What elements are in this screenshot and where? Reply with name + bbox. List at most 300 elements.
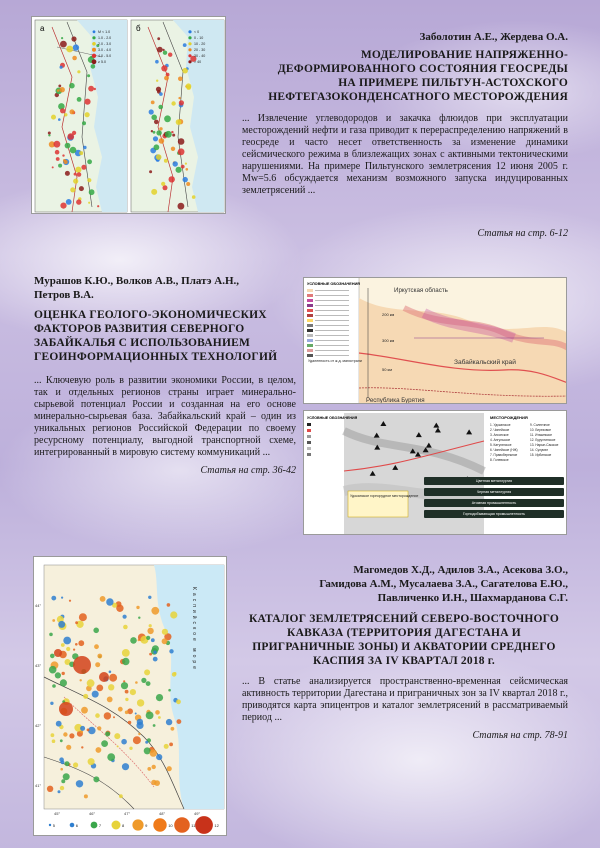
legend-a-2: 2.0 - 3.0 xyxy=(98,42,112,46)
quake-epicenter xyxy=(79,613,87,621)
article1-authors: Заболотин А.Е., Жердева О.А. xyxy=(419,31,568,43)
lat-44: 44° xyxy=(35,603,42,608)
quake-epicenter-large xyxy=(99,672,109,682)
epicenter-dot xyxy=(72,56,77,61)
epicenter-dot xyxy=(154,144,160,150)
epicenter-dot xyxy=(183,43,187,47)
legend-swatch xyxy=(307,294,313,297)
quake-epicenter xyxy=(172,672,177,677)
lon-47: 47° xyxy=(124,811,131,816)
epicenter-dot xyxy=(91,64,96,69)
side-label: Удаленность от ж.д. магистрали xyxy=(308,359,362,363)
legend-swatch xyxy=(307,344,313,347)
button-mining[interactable]: Горнодобывающая промышленность xyxy=(424,510,564,518)
region-zabaikalsky: Забайкальский край xyxy=(454,359,516,366)
epicenter-dot xyxy=(171,131,173,133)
epicenter-dot xyxy=(149,109,154,114)
article1-title-line-1: МОДЕЛИРОВАНИЕ НАПРЯЖЕННО- xyxy=(360,49,568,61)
quake-epicenter xyxy=(167,603,171,607)
quake-epicenter xyxy=(122,658,129,665)
epicenter-dot xyxy=(192,195,196,199)
quake-epicenter xyxy=(109,674,117,682)
lon-48: 48° xyxy=(159,811,166,816)
quake-epicenter xyxy=(153,651,156,654)
epicenter-dot xyxy=(55,150,60,155)
legend-swatch xyxy=(307,319,313,322)
quake-epicenter xyxy=(122,649,130,657)
epicenter-dot xyxy=(88,86,94,92)
epicenter-dot xyxy=(87,159,92,164)
figure-zabaikalye-map xyxy=(303,277,567,404)
quake-epicenter xyxy=(155,710,160,715)
quake-epicenter xyxy=(107,753,115,761)
legend-b-4: 30 - 40 xyxy=(194,54,206,58)
piltun-maps-svg xyxy=(32,17,226,214)
quake-epicenter xyxy=(147,767,151,771)
legend-b-3: 20 - 30 xyxy=(194,48,206,52)
quake-epicenter xyxy=(93,776,99,782)
quake-legend-marker xyxy=(132,819,143,830)
epicenter-dot xyxy=(156,154,162,160)
figure-piltun-maps xyxy=(31,16,226,214)
quake-epicenter xyxy=(108,684,114,690)
quake-epicenter xyxy=(69,600,71,602)
quake-epicenter xyxy=(152,765,156,769)
quake-legend-marker xyxy=(70,823,75,828)
quake-legend-label: 7 xyxy=(98,823,102,828)
epicenter-dot xyxy=(74,173,77,176)
article2-title-line-4: ГЕОИНФОРМАЦИОННЫХ ТЕХНОЛОГИЙ xyxy=(34,351,278,363)
legend-a-1: 1.0 - 2.0 xyxy=(98,36,112,40)
quake-legend-label: 8 xyxy=(122,823,125,828)
quake-epicenter xyxy=(158,716,161,719)
quake-epicenter xyxy=(60,739,63,742)
epicenter-dot xyxy=(65,171,70,176)
zab-legend-title: УСЛОВНЫЕ ОБОЗНАЧЕНИЯ xyxy=(307,282,361,286)
legend-swatch xyxy=(307,334,313,337)
dagestan-map-svg xyxy=(34,557,227,836)
legend-line xyxy=(315,325,349,326)
article3-title-line-4: КАСПИЯ ЗА IV КВАРТАЛ 2018 г. xyxy=(312,655,496,667)
quake-epicenter xyxy=(104,712,111,719)
article3-title-line-3: ПРИГРАНИЧНЫЕ ЗОНЫ) И АКВАТОРИИ СРЕДНЕГО xyxy=(252,641,556,653)
epicenter-dot xyxy=(149,170,152,173)
epicenter-dot xyxy=(56,157,60,161)
epicenter-dot xyxy=(60,87,65,92)
article3-authors-line-1: Магомедов Х.Д., Адилов З.А., Асекова З.О., xyxy=(353,564,568,576)
article3-title-line-1: КАТАЛОГ ЗЕМЛЕТРЯСЕНИЙ СЕВЕРО-ВОСТОЧНОГО xyxy=(248,613,560,625)
epicenter-dot xyxy=(178,77,183,82)
article1-title[interactable] xyxy=(236,48,568,104)
epicenter-dot xyxy=(153,136,158,141)
quake-epicenter xyxy=(168,689,171,692)
quake-epicenter xyxy=(169,649,173,653)
epicenter-dot xyxy=(186,182,190,186)
epicenter-dot xyxy=(57,89,60,92)
quake-epicenter xyxy=(92,691,99,698)
legend-line xyxy=(315,300,349,301)
deposit-list-item: 7. Правобережное xyxy=(490,453,518,457)
button-ferrous[interactable]: Черная металлургия xyxy=(424,488,564,496)
quake-epicenter xyxy=(107,697,113,703)
epicenter-dot xyxy=(179,100,184,105)
quake-epicenter xyxy=(96,685,103,692)
deposit-list-item: 9. Солнечное xyxy=(530,423,550,427)
legend-line xyxy=(315,295,349,296)
lat-43: 43° xyxy=(35,663,42,668)
quake-epicenter xyxy=(125,711,129,715)
quake-epicenter xyxy=(162,629,168,635)
lat-41: 41° xyxy=(35,783,42,788)
quake-epicenter xyxy=(171,727,175,731)
epicenter-dot xyxy=(65,143,71,149)
epicenter-dot xyxy=(176,119,182,125)
quake-epicenter xyxy=(50,654,55,659)
quake-epicenter-large xyxy=(73,656,91,674)
quake-epicenter xyxy=(50,702,53,705)
quake-epicenter xyxy=(47,786,53,792)
epicenter-dot xyxy=(61,37,63,39)
quake-epicenter xyxy=(100,596,106,602)
quake-epicenter xyxy=(81,707,88,714)
quake-epicenter xyxy=(138,617,140,619)
epicenter-dot xyxy=(186,168,189,171)
quake-epicenter xyxy=(154,780,160,786)
quake-epicenter xyxy=(122,763,129,770)
epicenter-dot xyxy=(77,70,80,73)
epicenter-dot xyxy=(186,83,192,89)
legend-line xyxy=(315,330,349,331)
quake-legend-marker xyxy=(195,816,213,834)
quake-epicenter xyxy=(94,644,99,649)
legend-a-5: ≥ 5.0 xyxy=(98,60,106,64)
legend-swatch xyxy=(307,289,313,292)
epicenter-dot xyxy=(155,60,159,64)
quake-epicenter xyxy=(87,679,95,687)
quake-epicenter xyxy=(49,633,53,637)
quake-epicenter xyxy=(176,699,181,704)
deposit-list-item: 2. Чинейское xyxy=(490,428,510,432)
legend-swatch xyxy=(307,324,313,327)
quake-epicenter xyxy=(80,679,82,681)
article1-page-link[interactable]: Статья на стр. 6-12 xyxy=(477,228,568,239)
quake-epicenter xyxy=(69,733,74,738)
epicenter-dot xyxy=(52,166,54,168)
quake-legend-marker xyxy=(91,822,98,829)
legend-a-3: 3.0 - 4.0 xyxy=(98,48,112,52)
epicenter-dot xyxy=(81,165,86,170)
epicenter-dot xyxy=(171,101,175,105)
legend-b-5: > 40 xyxy=(194,60,202,64)
epicenter-dot xyxy=(178,138,185,145)
quake-epicenter xyxy=(170,611,177,618)
deposit-list-item: 8. Голевское xyxy=(490,458,509,462)
quake-epicenter xyxy=(75,643,78,646)
quake-epicenter xyxy=(63,773,70,780)
deposit-list-item: 5. Катугинское xyxy=(490,443,512,447)
article2-title-line-2: ФАКТОРОВ РАЗВИТИЯ СЕВЕРНОГО xyxy=(34,323,245,335)
epicenter-dot xyxy=(68,133,75,140)
quake-epicenter xyxy=(138,733,140,735)
article1-title-line-2: ДЕФОРМИРОВАННОГО СОСТОЯНИЯ ГЕОСРЕДЫ xyxy=(277,63,568,75)
article2-authors-line-1: Мурашов К.Ю., Волков А.В., Платэ А.Н., xyxy=(34,275,240,287)
epicenter-dot xyxy=(84,99,90,105)
legend-a-4: 4.0 - 5.0 xyxy=(98,54,112,58)
dist-300: 300 км xyxy=(382,338,395,343)
quake-epicenter xyxy=(101,740,108,747)
dep-legend-title: УСЛОВНЫЕ ОБОЗНАЧЕНИЯ xyxy=(307,416,358,420)
epicenter-dot xyxy=(70,109,75,114)
epicenter-dot xyxy=(159,138,165,144)
epicenter-dot xyxy=(89,189,95,195)
quake-epicenter xyxy=(114,733,120,739)
quake-epicenter xyxy=(117,745,119,747)
article2-page-link[interactable]: Статья на стр. 36-42 xyxy=(200,465,296,476)
quake-epicenter xyxy=(123,615,127,619)
epicenter-dot xyxy=(77,97,82,102)
epicenter-dot xyxy=(178,97,180,99)
quake-epicenter xyxy=(135,681,138,684)
quake-epicenter xyxy=(149,653,152,656)
quake-epicenter xyxy=(151,607,159,615)
figure-deposits-map xyxy=(303,410,567,535)
epicenter-dot xyxy=(159,127,162,130)
lon-45: 45° xyxy=(54,811,61,816)
quake-epicenter xyxy=(61,597,63,599)
article3-title[interactable] xyxy=(238,612,570,668)
epicenter-dot xyxy=(69,83,75,89)
quake-epicenter xyxy=(61,779,65,783)
quake-epicenter xyxy=(130,689,136,695)
epicenter-dot xyxy=(163,51,167,55)
epicenter-dot xyxy=(163,185,168,190)
epicenter-dot xyxy=(178,203,185,210)
epicenter-dot xyxy=(66,46,73,53)
quake-epicenter-large xyxy=(59,702,73,716)
deposit-list-item: 3. Апсатское xyxy=(490,433,509,437)
quake-epicenter xyxy=(51,733,55,737)
quake-legend-label: 10 xyxy=(168,823,173,828)
epicenter-dot xyxy=(79,186,84,191)
epicenter-dot xyxy=(164,115,171,122)
quake-legend-label: 11 xyxy=(191,823,196,828)
legend-b-1: 0 - 10 xyxy=(194,36,204,40)
quake-epicenter xyxy=(133,736,141,744)
epicenter-dot xyxy=(58,85,61,88)
region-buryatia: Республика Бурятия xyxy=(366,397,425,404)
quake-epicenter xyxy=(125,698,128,701)
quake-epicenter xyxy=(62,672,65,675)
epicenter-dot xyxy=(163,49,165,51)
quake-epicenter xyxy=(66,745,71,750)
epicenter-dot xyxy=(64,113,67,116)
quake-epicenter xyxy=(149,624,152,627)
quake-epicenter xyxy=(105,732,110,737)
epicenter-dot xyxy=(153,131,156,134)
epicenter-dot xyxy=(161,182,165,186)
lon-49: 49° xyxy=(194,811,201,816)
quake-epicenter xyxy=(52,684,56,688)
epicenter-dot xyxy=(64,160,68,164)
quake-legend-marker xyxy=(112,821,121,830)
quake-epicenter xyxy=(95,713,100,718)
epicenter-dot xyxy=(73,44,79,50)
quake-epicenter xyxy=(128,721,132,725)
quake-epicenter xyxy=(63,637,71,645)
legend-swatch xyxy=(307,309,313,312)
epicenter-dot xyxy=(70,187,75,192)
epicenter-dot xyxy=(168,53,172,57)
epicenter-dot xyxy=(182,68,188,74)
figure-dagestan-epicenters xyxy=(33,556,227,836)
quake-epicenter xyxy=(73,762,78,767)
epicenter-dot xyxy=(172,134,175,137)
deposit-list-item: 12. Бурухтинское xyxy=(530,438,556,442)
quake-epicenter xyxy=(153,657,158,662)
epicenter-dot xyxy=(73,179,78,184)
epicenter-dot xyxy=(82,121,86,125)
button-nonferrous[interactable]: Цветная металлургия xyxy=(424,477,564,485)
quake-epicenter xyxy=(129,747,132,750)
quake-epicenter xyxy=(177,719,182,724)
epicenter-dot xyxy=(60,41,67,48)
article3-page-link[interactable]: Статья на стр. 78-91 xyxy=(472,730,568,741)
dep-note: Удоканское горнорудное месторождение xyxy=(350,494,419,498)
article2-title-line-3: ЗАБАЙКАЛЬЯ С ИСПОЛЬЗОВАНИЕМ xyxy=(34,337,251,349)
legend-line xyxy=(315,340,349,341)
epicenter-dot xyxy=(60,203,66,209)
legend-swatch xyxy=(307,329,313,332)
epicenter-dot xyxy=(159,92,163,96)
epicenter-dot xyxy=(76,199,81,204)
quake-epicenter xyxy=(116,605,123,612)
epicenter-dot xyxy=(169,176,175,182)
epicenter-dot xyxy=(62,154,64,156)
quake-epicenter xyxy=(58,621,65,628)
quake-epicenter xyxy=(144,669,150,675)
quake-legend-label: 6 xyxy=(75,823,79,828)
quake-epicenter xyxy=(81,746,83,748)
quake-legend-label: 9 xyxy=(145,823,148,828)
quake-epicenter xyxy=(125,690,129,694)
quake-epicenter xyxy=(135,713,137,715)
article3-abstract: ... В статье анализируется пространственно-временная сейсмическая активность территории Дагестана и приграничных зон за IV квартал 2018 г., приводятся карта эпицентров и каталог землетрясений в рассматриваемый период ... xyxy=(242,676,568,723)
dist-50: 50 км xyxy=(382,367,393,372)
legend-swatch xyxy=(307,299,313,302)
quake-epicenter xyxy=(84,794,88,798)
epicenter-dot xyxy=(88,202,90,204)
quake-epicenter xyxy=(87,729,90,732)
epicenter-dot xyxy=(66,199,72,205)
quake-epicenter xyxy=(60,768,63,771)
legend-swatch xyxy=(307,354,313,357)
epicenter-dot xyxy=(151,189,157,195)
legend-line xyxy=(315,320,349,321)
quake-legend-label: 5 xyxy=(52,823,55,828)
quake-epicenter xyxy=(145,741,148,744)
epicenter-dot xyxy=(75,167,81,173)
quake-epicenter xyxy=(146,681,151,686)
deposit-list-item: 4. Ангульское xyxy=(490,438,511,442)
quake-epicenter xyxy=(167,766,172,771)
quake-epicenter xyxy=(88,758,95,765)
quake-epicenter xyxy=(52,619,55,622)
quake-epicenter xyxy=(76,780,83,787)
epicenter-dot xyxy=(87,178,91,182)
deposit-list-item: 6. Чинейское (НЖ) xyxy=(490,448,518,452)
quake-epicenter xyxy=(164,744,169,749)
legend-line xyxy=(315,315,349,316)
quake-epicenter xyxy=(156,754,162,760)
legend-swatch xyxy=(307,339,313,342)
quake-epicenter xyxy=(151,638,155,642)
region-irkutsk: Иркутская область xyxy=(394,287,448,294)
quake-epicenter xyxy=(61,643,65,647)
article1-title-line-4: НЕФТЕГАЗОКОНДЕНСАТНОГО МЕСТОРОЖДЕНИЯ xyxy=(268,91,568,103)
quake-legend-marker xyxy=(174,817,190,833)
quake-epicenter xyxy=(150,749,157,756)
legend-line xyxy=(315,335,349,336)
quake-epicenter xyxy=(106,598,113,605)
quake-legend-marker xyxy=(153,818,166,831)
epicenter-dot xyxy=(157,37,160,40)
quake-epicenter xyxy=(136,606,139,609)
quake-epicenter xyxy=(130,637,137,644)
epicenter-dot xyxy=(79,151,83,155)
legend-swatch xyxy=(307,349,313,352)
quake-epicenter xyxy=(141,678,146,683)
deposit-list-item: 13. Нарын-Сакское xyxy=(530,443,559,447)
article2-abstract: ... Ключевую роль в развитии экономики России, в целом, так и отдельных регионов страны играет минерально-сырьевой потенциал России и созданная на его основе минерально-сырьевая база. Забайкальский край – один из уникальных регионов Российской Федерации по своему ресурсному потенциалу, выгодной транспортной схеме, интегрированный в мировую систему коммуникаций ... xyxy=(34,375,296,458)
legend-swatch xyxy=(307,304,313,307)
article2-title-line-1: ОЦЕНКА ГЕОЛОГО-ЭКОНОМИЧЕСКИХ xyxy=(34,309,267,321)
article1-abstract: ... Извлечение углеводородов и закачка флюидов при эксплуатации месторождений нефти и газа приводит к перераспределению напряжений в геосреде и часто несет ответственность за изменение динамики сейсмического режима в близлежащих зонах с активными тектоническими нарушениями. На примере Пильтунского землетрясения 12 июня 2005 г. Mw=5.6 обсуждается механизм возможного запуска индуцированных землетрясений ... xyxy=(242,113,568,196)
quake-epicenter xyxy=(166,719,172,725)
legend-b-0: < 0 xyxy=(194,30,200,34)
quake-epicenter xyxy=(137,719,143,725)
quake-epicenter xyxy=(118,707,123,712)
dist-200: 200 км xyxy=(382,312,395,317)
quake-epicenter xyxy=(56,721,62,727)
epicenter-dot xyxy=(71,36,76,41)
deposit-list-item: 1. Удоканское xyxy=(490,423,511,427)
epicenter-dot xyxy=(60,108,65,113)
panel-a-label: а xyxy=(40,24,45,33)
quake-epicenter xyxy=(60,679,67,686)
epicenter-dot xyxy=(185,163,187,165)
legend-line xyxy=(315,310,349,311)
quake-epicenter xyxy=(61,760,65,764)
quake-epicenter xyxy=(60,786,64,790)
quake-epicenter xyxy=(162,638,168,644)
deposit-list-item: 10. Березовое xyxy=(530,428,552,432)
quake-epicenter-large xyxy=(54,649,62,657)
epicenter-dot xyxy=(183,177,188,182)
epicenter-dot xyxy=(48,132,51,135)
epicenter-dot xyxy=(161,65,167,71)
lon-46: 46° xyxy=(89,811,96,816)
quake-epicenter xyxy=(55,672,61,678)
quake-epicenter xyxy=(80,726,85,731)
epicenter-dot xyxy=(173,161,178,166)
legend-line xyxy=(315,305,349,306)
epicenter-dot xyxy=(158,105,163,110)
button-atomic[interactable]: Атомная промышленность xyxy=(424,499,564,507)
epicenter-dot xyxy=(151,115,157,121)
quake-legend-label: 12 xyxy=(214,823,219,828)
sea-label: Каспийское море xyxy=(191,587,197,672)
article2-title[interactable] xyxy=(34,308,296,364)
